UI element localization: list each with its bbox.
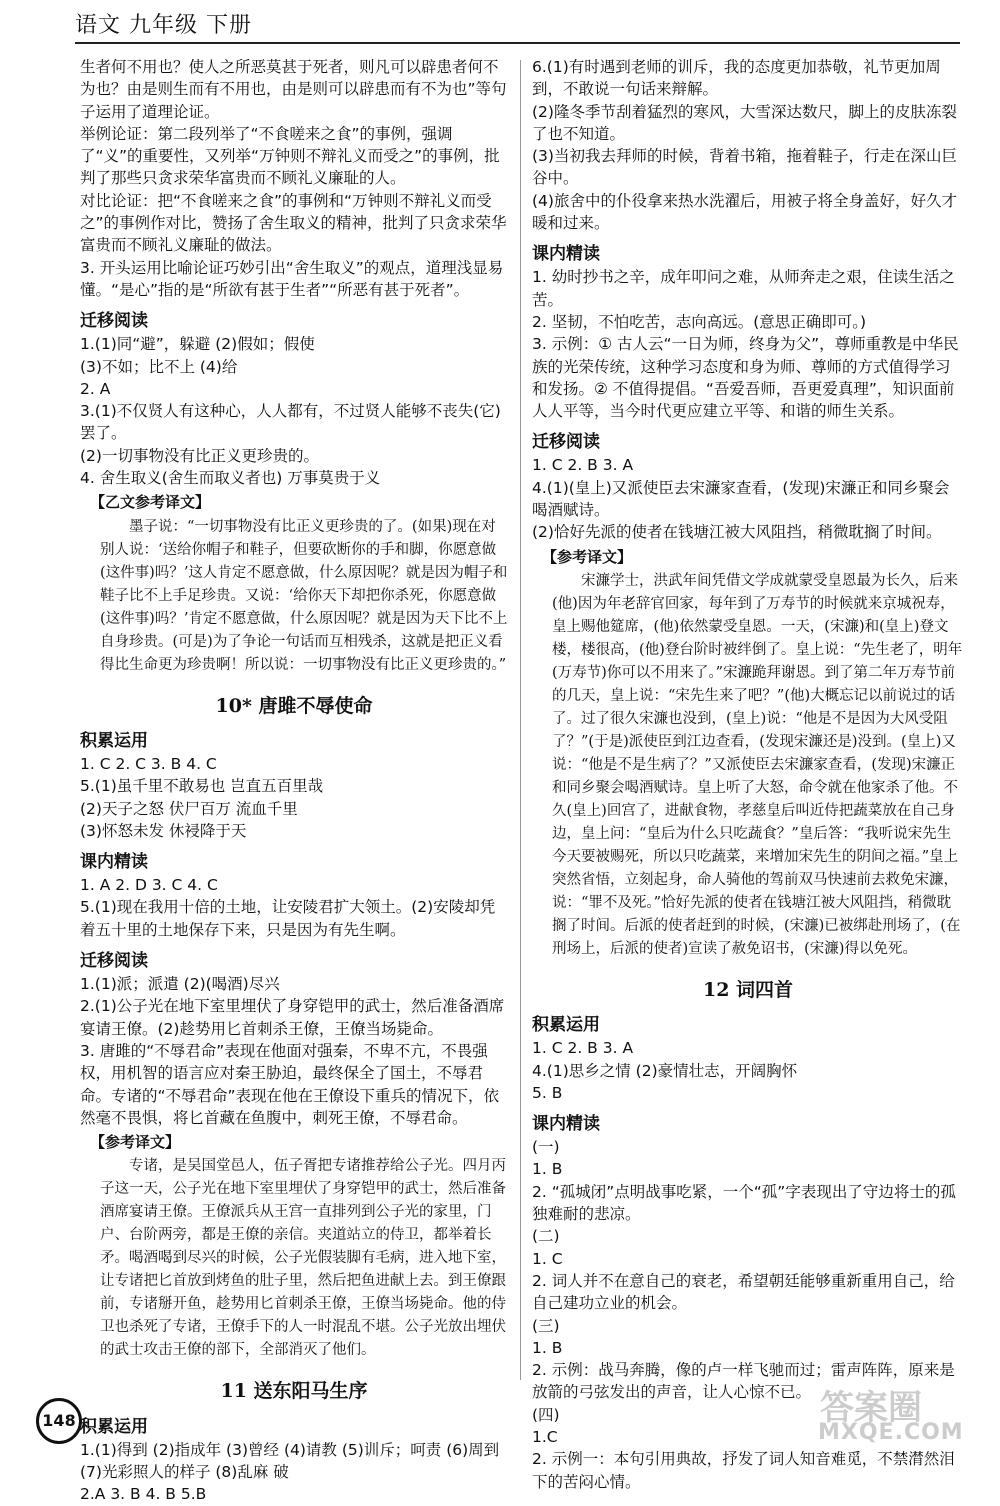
answer-line: 1. C 2. B 3. A (532, 456, 634, 475)
watermark-logo: 答案圈 (820, 1388, 922, 1428)
section-heading: 积累运用 (80, 1416, 148, 1437)
answer-line: (2)天子之怒 伏尸百万 流血千里 (80, 799, 298, 818)
section-heading: 迁移阅读 (80, 951, 148, 972)
section-heading: 迁移阅读 (80, 311, 148, 332)
answer-line: 2.A 3. B 4. B 5.B (80, 1485, 207, 1504)
lesson-title: 12 词四首 (702, 978, 794, 1001)
answer-line: 1. C 2. B 3. A (532, 1039, 634, 1058)
answer-line: 1. A 2. D 3. C 4. C (80, 876, 218, 895)
answer-line: 1. C (532, 1249, 563, 1268)
answer-line: (2)隆冬季节刮着猛烈的寒风，大雪深达数尺，脚上的皮肤冻裂了也不知道。 (532, 102, 957, 143)
lesson-title: 11 送东阳马生序 (220, 1380, 368, 1403)
section-heading: 课内精读 (532, 244, 600, 265)
answer-line: 5.(1)虽千里不敢易也 岂直五百里哉 (80, 777, 324, 796)
answer-line: 1. C 2. C 3. B 4. C (80, 754, 217, 773)
answer-line: 2. 示例：战马奔腾，像的卢一样飞驰而过；雷声阵阵，原来是放箭的弓弦发出的声音，让人心惊不已。 (532, 1361, 955, 1402)
answer-line: (一) (532, 1138, 560, 1157)
answer-line: 2. 示例一：本句引用典故，抒发了词人知音难觅，不禁潸然泪下的苦闷心情。 (532, 1450, 955, 1491)
header-title: 语文 九年级 下册 (75, 13, 252, 38)
left-column (80, 56, 508, 1506)
watermark-url: MXQE.COM (818, 1420, 964, 1445)
lesson-title: 10* 唐雎不辱使命 (215, 694, 373, 717)
answer-line: (三) (532, 1316, 560, 1335)
answer-line: 3. 开头运用比喻论证巧妙引出“舍生取义”的观点，道理浅显易懂。“是心”指的是“所欲有甚于生者”“所恶有甚于死者”。 (80, 258, 504, 299)
section-heading: 积累运用 (80, 730, 148, 751)
answer-line: (二) (532, 1227, 560, 1246)
answer-line: 4.(1)(皇上)又派使臣去宋濂家查看，(发现)宋濂正和同乡聚会喝酒赋诗。 (532, 478, 950, 520)
answer-line: (四) (532, 1405, 560, 1424)
answer-line: 3.(1)不仅贤人有这种心，人人都有，不过贤人能够不丧失(它)罢了。 (80, 402, 501, 443)
answer-line: 1.C (532, 1427, 558, 1446)
answer-line: 5. B (532, 1083, 563, 1102)
answer-line: 4.(1)思乡之情 (2)豪情壮志，开阔胸怀 (532, 1061, 798, 1080)
answer-line: 3. 示例：① 古人云“一日为师，终身为父”，尊师重教是中华民族的光荣传统，这种学习态度和身为师、尊师的方式值得学习和发扬。② 不值得提倡。“吾爱吾师，吾更爱真理”，知识面前人人平等，当今时代更应建立平等、和谐的师生关系。 (532, 335, 959, 421)
answer-line: 2. A (80, 379, 111, 398)
answer-line: 1.(1)得到 (2)指成年 (3)曾经 (4)请教 (5)训斥；呵责 (6)周到 (7)光彩照人的样子 (8)乱麻 破 (80, 1440, 500, 1481)
section-heading: 积累运用 (532, 1015, 600, 1036)
answer-line: 1.(1)同“避”，躲避 (2)假如；假使 (80, 335, 315, 354)
answer-line: (3)当初我去拜师的时候，背着书箱，拖着鞋子，行走在深山巨谷中。 (532, 147, 957, 188)
section-heading: 课内精读 (80, 852, 148, 873)
page-header (75, 8, 960, 44)
reference-heading: 【参考译文】 (542, 547, 633, 566)
answer-line: 2. 坚韧，不怕吃苦，志向高远。(意思正确即可。) (532, 312, 867, 331)
answer-line: 举例论证：第二段列举了“不食嗟来之食”的事例，强调了“义”的重要性，又列举“万钟则不辩礼义而受之”的事例，批判了那些只贪求荣华富贵而不顾礼义廉耻的人。 (80, 124, 500, 188)
answer-line: 1. B (532, 1160, 563, 1179)
answer-line: 3. 唐雎的“不辱君命”表现在他面对强秦，不卑不亢，不畏强权，用机智的语言应对秦王胁迫，最终保全了国土，不辱君命。专诸的“不辱君命”表现在他在王僚设下重兵的情况下，依然毫不畏惧，将匕首藏在鱼腹中，刺死王僚，不辱君命。 (80, 1041, 500, 1127)
answer-line: (4)旅舍中的仆役拿来热水洗濯后，用被子将全身盖好，好久才暖和过来。 (532, 191, 957, 233)
page-number: 148 (36, 1398, 82, 1444)
column-divider (520, 60, 521, 1380)
translation-paragraph: 专诸，是吴国堂邑人，伍子胥把专诸推荐给公子光。四月丙子这一天，公子光在地下室里埋伏了身穿铠甲的武士，然后准备酒席宴请王僚。王僚派兵从王宫一直排列到公子光的家里，门户、台阶两旁，都是王僚的亲信。夹道站立的侍卫，都举着长矛。喝酒喝到尽兴的时候，公子光假装脚有毛病，进入地下室，让专诸把匕首放到烤鱼的肚子里，然后把鱼进献上去。到王僚跟前，专诸掰开鱼，趁势用匕首刺杀王僚，王僚当场毙命。他的侍卫也杀死了专诸，王僚手下的人一时混乱不堪。公子光放出埋伏的武士攻击王僚的部下，全部消灭了他们。 (100, 1158, 506, 1359)
section-heading: 课内精读 (532, 1114, 600, 1135)
answer-line: 6.(1)有时遇到老师的训斥，我的态度更加恭敬，礼节更加周到，不敢说一句话来辩解。 (532, 58, 941, 99)
right-column (532, 56, 964, 1493)
answer-line: (2)一切事物没有比正义更珍贵的。 (80, 446, 319, 465)
translation-paragraph: 宋濂学士，洪武年间凭借文学成就蒙受皇恩最为长久，后来(他)因为年老辞官回家，每年到了万寿节的时候就来京城祝寿，皇上赐他筵席，(他)依然蒙受皇恩。一天，(宋濂)和(皇上)登文楼，楼很高，(他)登台阶时被绊倒了。皇上说：“先生老了，明年(万寿节)你可以不用来了。”宋濂跪拜谢恩。到了第二年万寿节前的几天，皇上说：“宋先生来了吧？”(他)大概忘记以前说过的话了。过了很久宋濂也没到，(皇上)说：“他是不是因为大风受阻了？”(于是)派使臣到江边查看，(发现宋濂还是)没到。(皇上)又说：“他是不是生病了？”又派使臣去宋濂家查看，(发现)宋濂正和同乡聚会喝酒赋诗。皇上听了大怒，命令就在他家杀了他。不久(皇上)回宫了，进献食物，孝慈皇后叫近侍把蔬菜放在自己身边，皇上问：“皇后为什么只吃蔬食？”皇后答：“我听说宋先生今天要被赐死，所以只吃蔬菜，来增加宋先生的阴间之福。”皇上突然省悟，立刻起身，命人骑他的驾前双马快速前去救免宋濂，说：“罪不及死。”恰好先派的使者在钱塘江被大风阻挡，稍微耽搁了时间。后派的使者赶到的时候，(宋濂)已被绑赴刑场了，(在刑场上，后派的使者)宣读了赦免诏书，(宋濂)得以免死。 (552, 572, 963, 957)
answer-line: (3)不如；比不上 (4)给 (80, 357, 238, 376)
answer-line: 生者何不用也？使人之所恶莫甚于死者，则凡可以辟患者何不为也？由是则生而有不用也，由是则可以辟患而有不为也”等句子运用了道理论证。 (80, 58, 507, 121)
translation-paragraph: 墨子说：“一切事物没有比正义更珍贵的了。(如果)现在对别人说：‘送给你帽子和鞋子，但要砍断你的手和脚，你愿意做(这件事)吗？’这人肯定不愿意做，什么原因呢？就是因为帽子和鞋子比不上手足珍贵。又说：‘给你天下却把你杀死，你愿意做(这件事)吗？’肯定不愿意做，什么原因呢？就是因为天下比不上自身珍贵。(可是)为了争论一句话而互相残杀，这就是把正义看得比生命更为珍贵啊！所以说：一切事物没有比正义更珍贵的。” (100, 518, 508, 673)
answer-line: (3)怀怒未发 休祲降于天 (80, 821, 247, 840)
answer-line: 1. B (532, 1338, 563, 1357)
reference-heading: 【乙文参考译文】 (90, 493, 211, 512)
answer-line: (2)恰好先派的使者在钱塘江被大风阻挡，稍微耽搁了时间。 (532, 523, 942, 542)
section-heading: 迁移阅读 (532, 432, 600, 453)
answer-line: 2.(1)公子光在地下室里埋伏了身穿铠甲的武士，然后准备酒席宴请王僚。(2)趁势用匕首刺杀王僚，王僚当场毙命。 (80, 997, 505, 1038)
answer-line: 2. 词人并不在意自己的衰老，希望朝廷能够重新重用自己，给自己建功立业的机会。 (532, 1271, 955, 1313)
answer-line: 4. 舍生取义(舍生而取义者也) 万事莫贵于义 (80, 469, 381, 488)
answer-line: 5.(1)现在我用十倍的土地，让安陵君扩大领土。(2)安陵却凭着五十里的土地保存下来，只是因为有先生啊。 (80, 898, 496, 939)
answer-line: 1.(1)派；派遣 (2)(喝酒)尽兴 (80, 975, 280, 994)
answer-line: 2. “孤城闭”点明战事吃紧，一个“孤”字表现出了守边将士的孤独难耐的悲凉。 (532, 1182, 956, 1224)
reference-heading: 【参考译文】 (90, 1133, 181, 1152)
answer-line: 对比论证：把“不食嗟来之食”的事例和“万钟则不辩礼义而受之”的事例作对比，赞扬了舍生取义的精神，批判了只贪求荣华富贵而不顾礼义廉耻的做法。 (80, 191, 507, 255)
answer-line: 1. 幼时抄书之辛，成年叩问之难，从师奔走之艰，住读生活之苦。 (532, 268, 955, 309)
